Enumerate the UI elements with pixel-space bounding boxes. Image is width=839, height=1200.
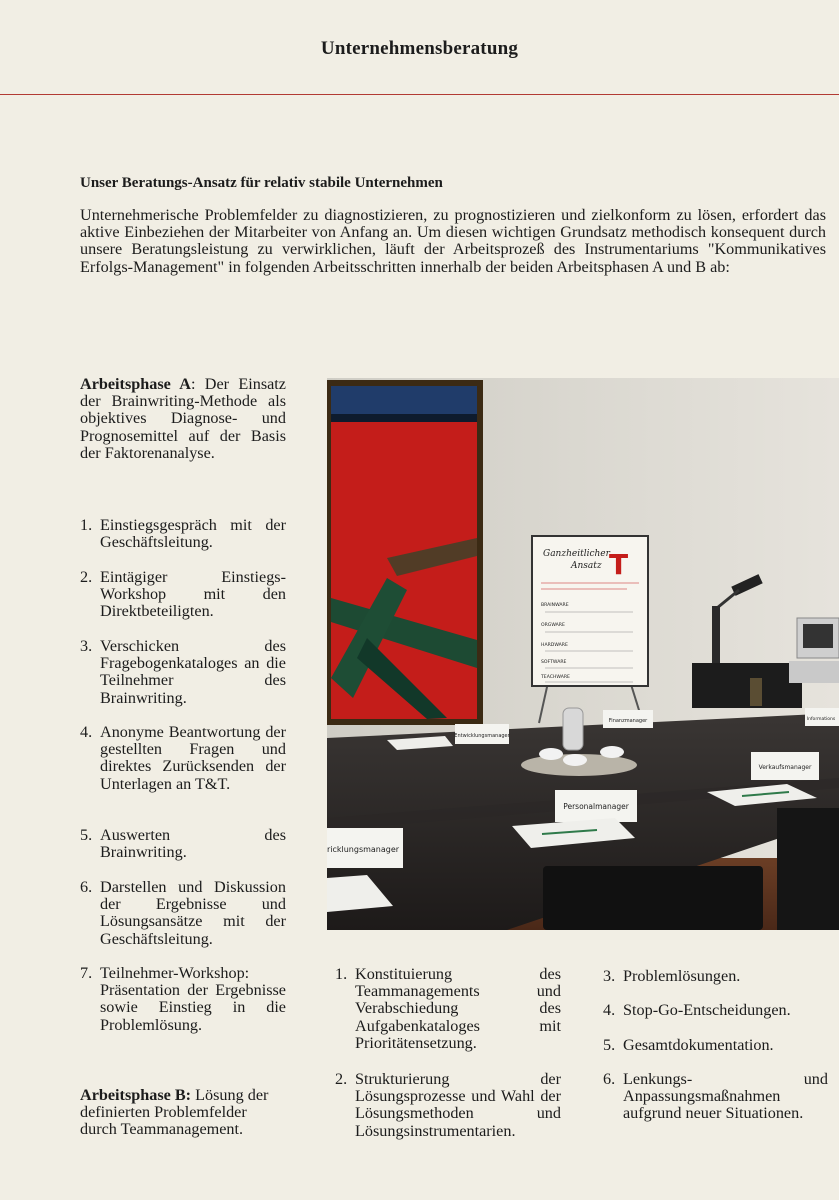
- step-text: Teilnehmer-Workshop: Präsentation der Ergebnisse sowie Einstieg in die Problemlösung.: [100, 964, 286, 1034]
- phase-b-step-6: [603, 1071, 828, 1123]
- step-text: Strukturierung der Lösungsprozesse und Wahl der Lösungsmethoden und Lösungsinstrumentarien.: [355, 1070, 561, 1140]
- step-number: 1.: [335, 965, 348, 983]
- phase-a-step-7: [80, 965, 286, 1034]
- step-text: Eintägiger Einstiegs-Workshop mit den Direktbeteiligten.: [100, 568, 286, 621]
- name-card-label: ricklungsmanager: [327, 845, 400, 854]
- phase-a-step-6: [80, 879, 286, 948]
- page-header-title: Unternehmensberatung: [320, 38, 519, 59]
- header-divider: [0, 94, 839, 95]
- step-number: 1.: [80, 516, 93, 534]
- flipchart-item: ORGWARE: [541, 623, 565, 628]
- section-heading: Unser Beratungs-Ansatz für relativ stabile Unternehmen: [80, 175, 443, 191]
- step-text: Problemlösungen.: [623, 967, 741, 985]
- step-number: 4.: [603, 1001, 616, 1019]
- step-text: Gesamtdokumentation.: [623, 1036, 774, 1054]
- step-text: Verschicken des Fragebogenkataloges an die Teilnehmer des Brainwriting.: [100, 637, 286, 707]
- phase-a-description: [80, 376, 286, 462]
- step-number: 7.: [80, 964, 93, 982]
- phase-a-step-3: [80, 638, 286, 707]
- flipchart-item: HARDWARE: [541, 643, 568, 648]
- step-number: 3.: [603, 967, 616, 985]
- phase-a-label: Arbeitsphase A: [80, 375, 191, 393]
- flipchart-logo: T: [609, 548, 629, 581]
- step-text: Anonyme Beantwortung der gestellten Fragen und direktes Zurücksenden der Unterlagen an T&T.: [100, 723, 286, 793]
- flipchart-item: TEACHWARE: [541, 675, 570, 680]
- phase-a-step-5: [80, 827, 286, 861]
- phase-a-step-4: [80, 724, 286, 793]
- flipchart-title-2: Ansatz: [571, 561, 602, 571]
- step-text: Konstituierung des Teammanagements und Verabschiedung des Aufgabenkataloges mit Prioritätensetzung.: [355, 965, 561, 1052]
- step-number: 6.: [80, 878, 93, 896]
- phase-b-step-1: [335, 966, 561, 1052]
- phase-b-step-5: [603, 1037, 828, 1054]
- phase-a-step-1: [80, 517, 286, 551]
- step-number: 2.: [80, 568, 93, 586]
- name-card-label: Personalmanager: [563, 802, 629, 811]
- name-card-label: Finanzmanager: [608, 718, 648, 724]
- phase-b-description: [80, 1087, 286, 1139]
- name-card-label: Informations: [806, 717, 836, 722]
- conference-room-photo: [327, 378, 839, 930]
- step-text: Darstellen und Diskussion der Ergebnisse und Lösungsansätze mit der Geschäftsleitung.: [100, 878, 286, 948]
- step-text: Auswerten des Brainwriting.: [100, 826, 286, 862]
- flipchart-title-1: Ganzheitlicher: [543, 549, 610, 559]
- step-number: 5.: [603, 1036, 616, 1054]
- phase-b-label: Arbeitsphase B:: [80, 1086, 192, 1104]
- step-number: 5.: [80, 826, 93, 844]
- phase-a-step-2: [80, 569, 286, 621]
- step-text: Stop-Go-Entscheidungen.: [623, 1001, 791, 1019]
- intro-paragraph: Unternehmerische Problemfelder zu diagnostizieren, zu prognostizieren und zielkonform zu lösen, erfordert das aktive Einbeziehen der Mitarbeiter von Anfang an. Um diesen wichtigen Grundsatz methodisch konsequent durch unsere Beratungsleistung zu verwirklichen, läuft der Arbeitsprozeß des Instrumentariums "Kommunikatives Erfolgs-Management" in folgenden Arbeitsschritten innerhalb der beiden Arbeitsphasen A und B ab:: [80, 206, 826, 276]
- step-number: 6.: [603, 1070, 616, 1088]
- phase-b-step-2: [335, 1071, 561, 1140]
- phase-a-text: : Der Einsatz der Brainwriting-Methode als objektives Diagnose- und Prognosemittel auf der Basis der Faktorenanalyse.: [80, 375, 286, 462]
- step-number: 2.: [335, 1070, 348, 1088]
- step-number: 3.: [80, 637, 93, 655]
- step-number: 4.: [80, 723, 93, 741]
- name-card-label: Entwicklungsmanager: [454, 733, 510, 739]
- flipchart-item: SOFTWARE: [541, 660, 567, 665]
- name-card-label: Verkaufsmanager: [758, 764, 812, 771]
- phase-b-step-3: [603, 968, 828, 985]
- coffee-pot: [563, 708, 583, 750]
- phase-b-step-4: [603, 1002, 828, 1019]
- step-text: Lenkungs- und Anpassungsmaßnahmen aufgrund neuer Situationen.: [623, 1070, 828, 1123]
- flipchart-item: BRAINWARE: [541, 603, 569, 608]
- phase-b-text: Lösung der definierten Problemfelder durch Teammanagement.: [80, 1086, 269, 1139]
- step-text: Einstiegsgespräch mit der Geschäftsleitung.: [100, 516, 286, 552]
